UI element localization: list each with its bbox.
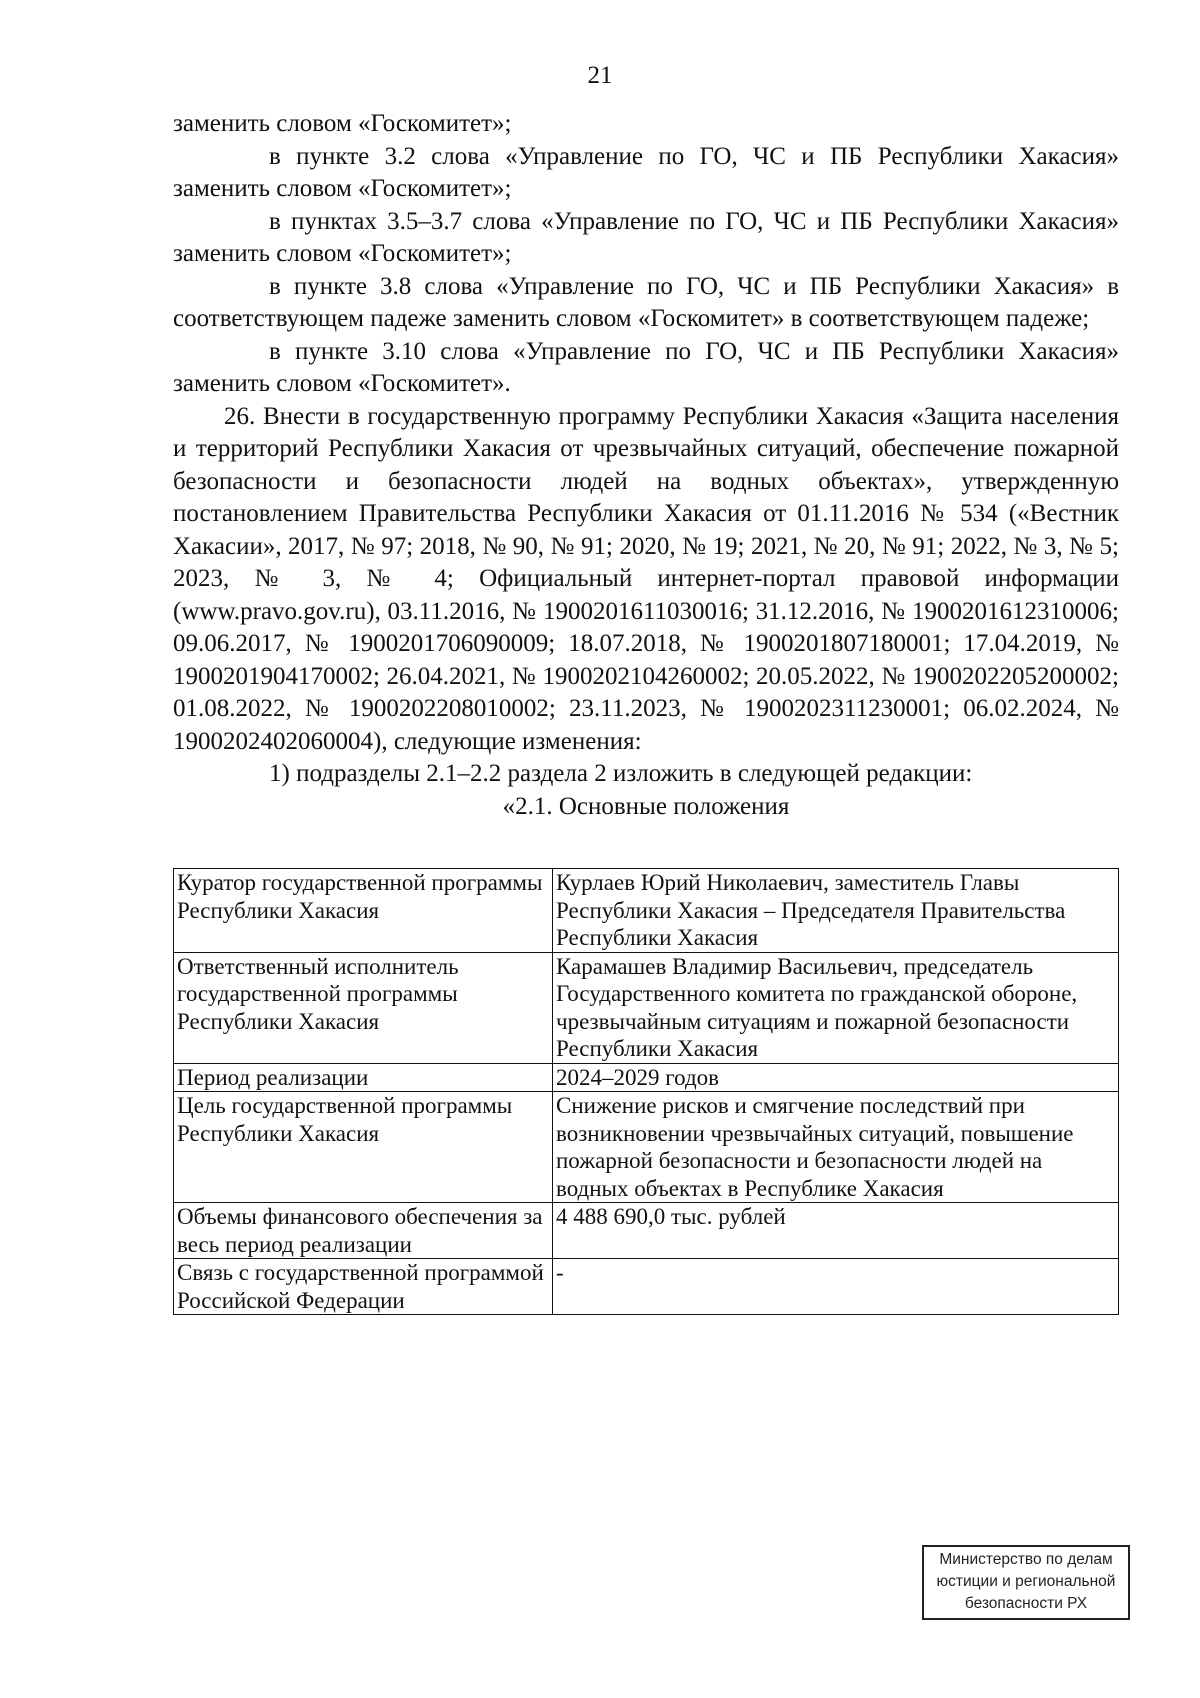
paragraph: в пунктах 3.5–3.7 слова «Управление по ГО, ЧС и ПБ Республики Хакасия» заменить словом «Госкомитет»; xyxy=(173,207,1119,267)
table-cell-value: Курлаев Юрий Николаевич, заместитель Главы Республики Хакасия – Председателя Правительства Республики Хакасия xyxy=(553,869,1119,953)
table-row xyxy=(174,869,1119,953)
section-heading: «2.1. Основные положения xyxy=(502,792,790,820)
page-number: 21 xyxy=(587,62,613,89)
registration-stamp xyxy=(922,1545,1130,1620)
table-cell-label: Ответственный исполнитель государственной программы Республики Хакасия xyxy=(174,952,553,1063)
table-cell-label: Куратор государственной программы Республики Хакасия xyxy=(174,869,553,953)
table-cell-label: Цель государственной программы Республики Хакасия xyxy=(174,1092,553,1203)
stamp-line: безопасности РХ xyxy=(964,1595,1088,1612)
table-cell-value: Карамашев Владимир Васильевич, председатель Государственного комитета по гражданской обороне, чрезвычайным ситуациям и пожарной безопасности Республики Хакасия xyxy=(553,952,1119,1063)
paragraph: 1) подразделы 2.1–2.2 раздела 2 изложить в следующей редакции: xyxy=(269,760,973,787)
stamp-line: Министерство по делам xyxy=(939,1551,1113,1568)
table-cell-label: Объемы финансового обеспечения за весь период реализации xyxy=(174,1203,553,1259)
table-row xyxy=(174,952,1119,1063)
paragraph: заменить словом «Госкомитет»; xyxy=(173,110,512,137)
table-cell-value: 2024–2029 годов xyxy=(553,1063,1119,1092)
table-row xyxy=(174,1203,1119,1259)
table-cell-label: Связь с государственной программой Российской Федерации xyxy=(174,1259,553,1315)
document-body xyxy=(173,108,1119,823)
paragraph-item-26: 26. Внести в государственную программу Республики Хакасия «Защита населения и территорий Республики Хакасия от чрезвычайных ситуаций, обеспечение пожарной безопасности и безопасности людей на водных объектах», утвержденную постановлением Правительства Республики Хакасия от 01.11.2016 № 534 («Вестник Хакасии», 2017, № 97; 2018, № 90, № 91; 2020, № 19; 2021, № 20, № 91; 2022, № 3, № 5; 2023, № 3, № 4; Официальный интернет-портал правовой информации (www.pravo.gov.ru), 03.11.2016, № 1900201611030016; 31.12.2016, № 1900201612310006; 09.06.2017, № 1900201706090009; 18.07.2018, № 1900201807180001; 17.04.2019, № 1900201904170002; 26.04.2021, № 1900202104260002; 20.05.2022, № 1900202205200002; 01.08.2022, № 1900202208010002; 23.11.2023, № 1900202311230001; 06.02.2024, № 1900202402060004), следующие изменения: xyxy=(173,402,1119,755)
paragraph: в пункте 3.8 слова «Управление по ГО, ЧС и ПБ Республики Хакасия» в соответствующем падеже заменить словом «Госкомитет» в соответствующем падеже; xyxy=(173,272,1119,332)
table-cell-value: Снижение рисков и смягчение последствий при возникновении чрезвычайных ситуаций, повышение пожарной безопасности и безопасности людей на водных объектах в Республике Хакасия xyxy=(553,1092,1119,1203)
program-passport-table xyxy=(173,868,1119,1315)
table-cell-label: Период реализации xyxy=(174,1063,553,1092)
paragraph: в пункте 3.10 слова «Управление по ГО, ЧС и ПБ Республики Хакасия» заменить словом «Госкомитет». xyxy=(173,337,1119,397)
table-cell-value: - xyxy=(553,1259,1119,1315)
paragraph: в пункте 3.2 слова «Управление по ГО, ЧС и ПБ Республики Хакасия» заменить словом «Госкомитет»; xyxy=(173,142,1119,202)
table-row xyxy=(174,1092,1119,1203)
stamp-line: юстиции и региональной xyxy=(936,1573,1116,1590)
table-row xyxy=(174,1259,1119,1315)
table-row xyxy=(174,1063,1119,1092)
table-cell-value: 4 488 690,0 тыс. рублей xyxy=(553,1203,1119,1259)
